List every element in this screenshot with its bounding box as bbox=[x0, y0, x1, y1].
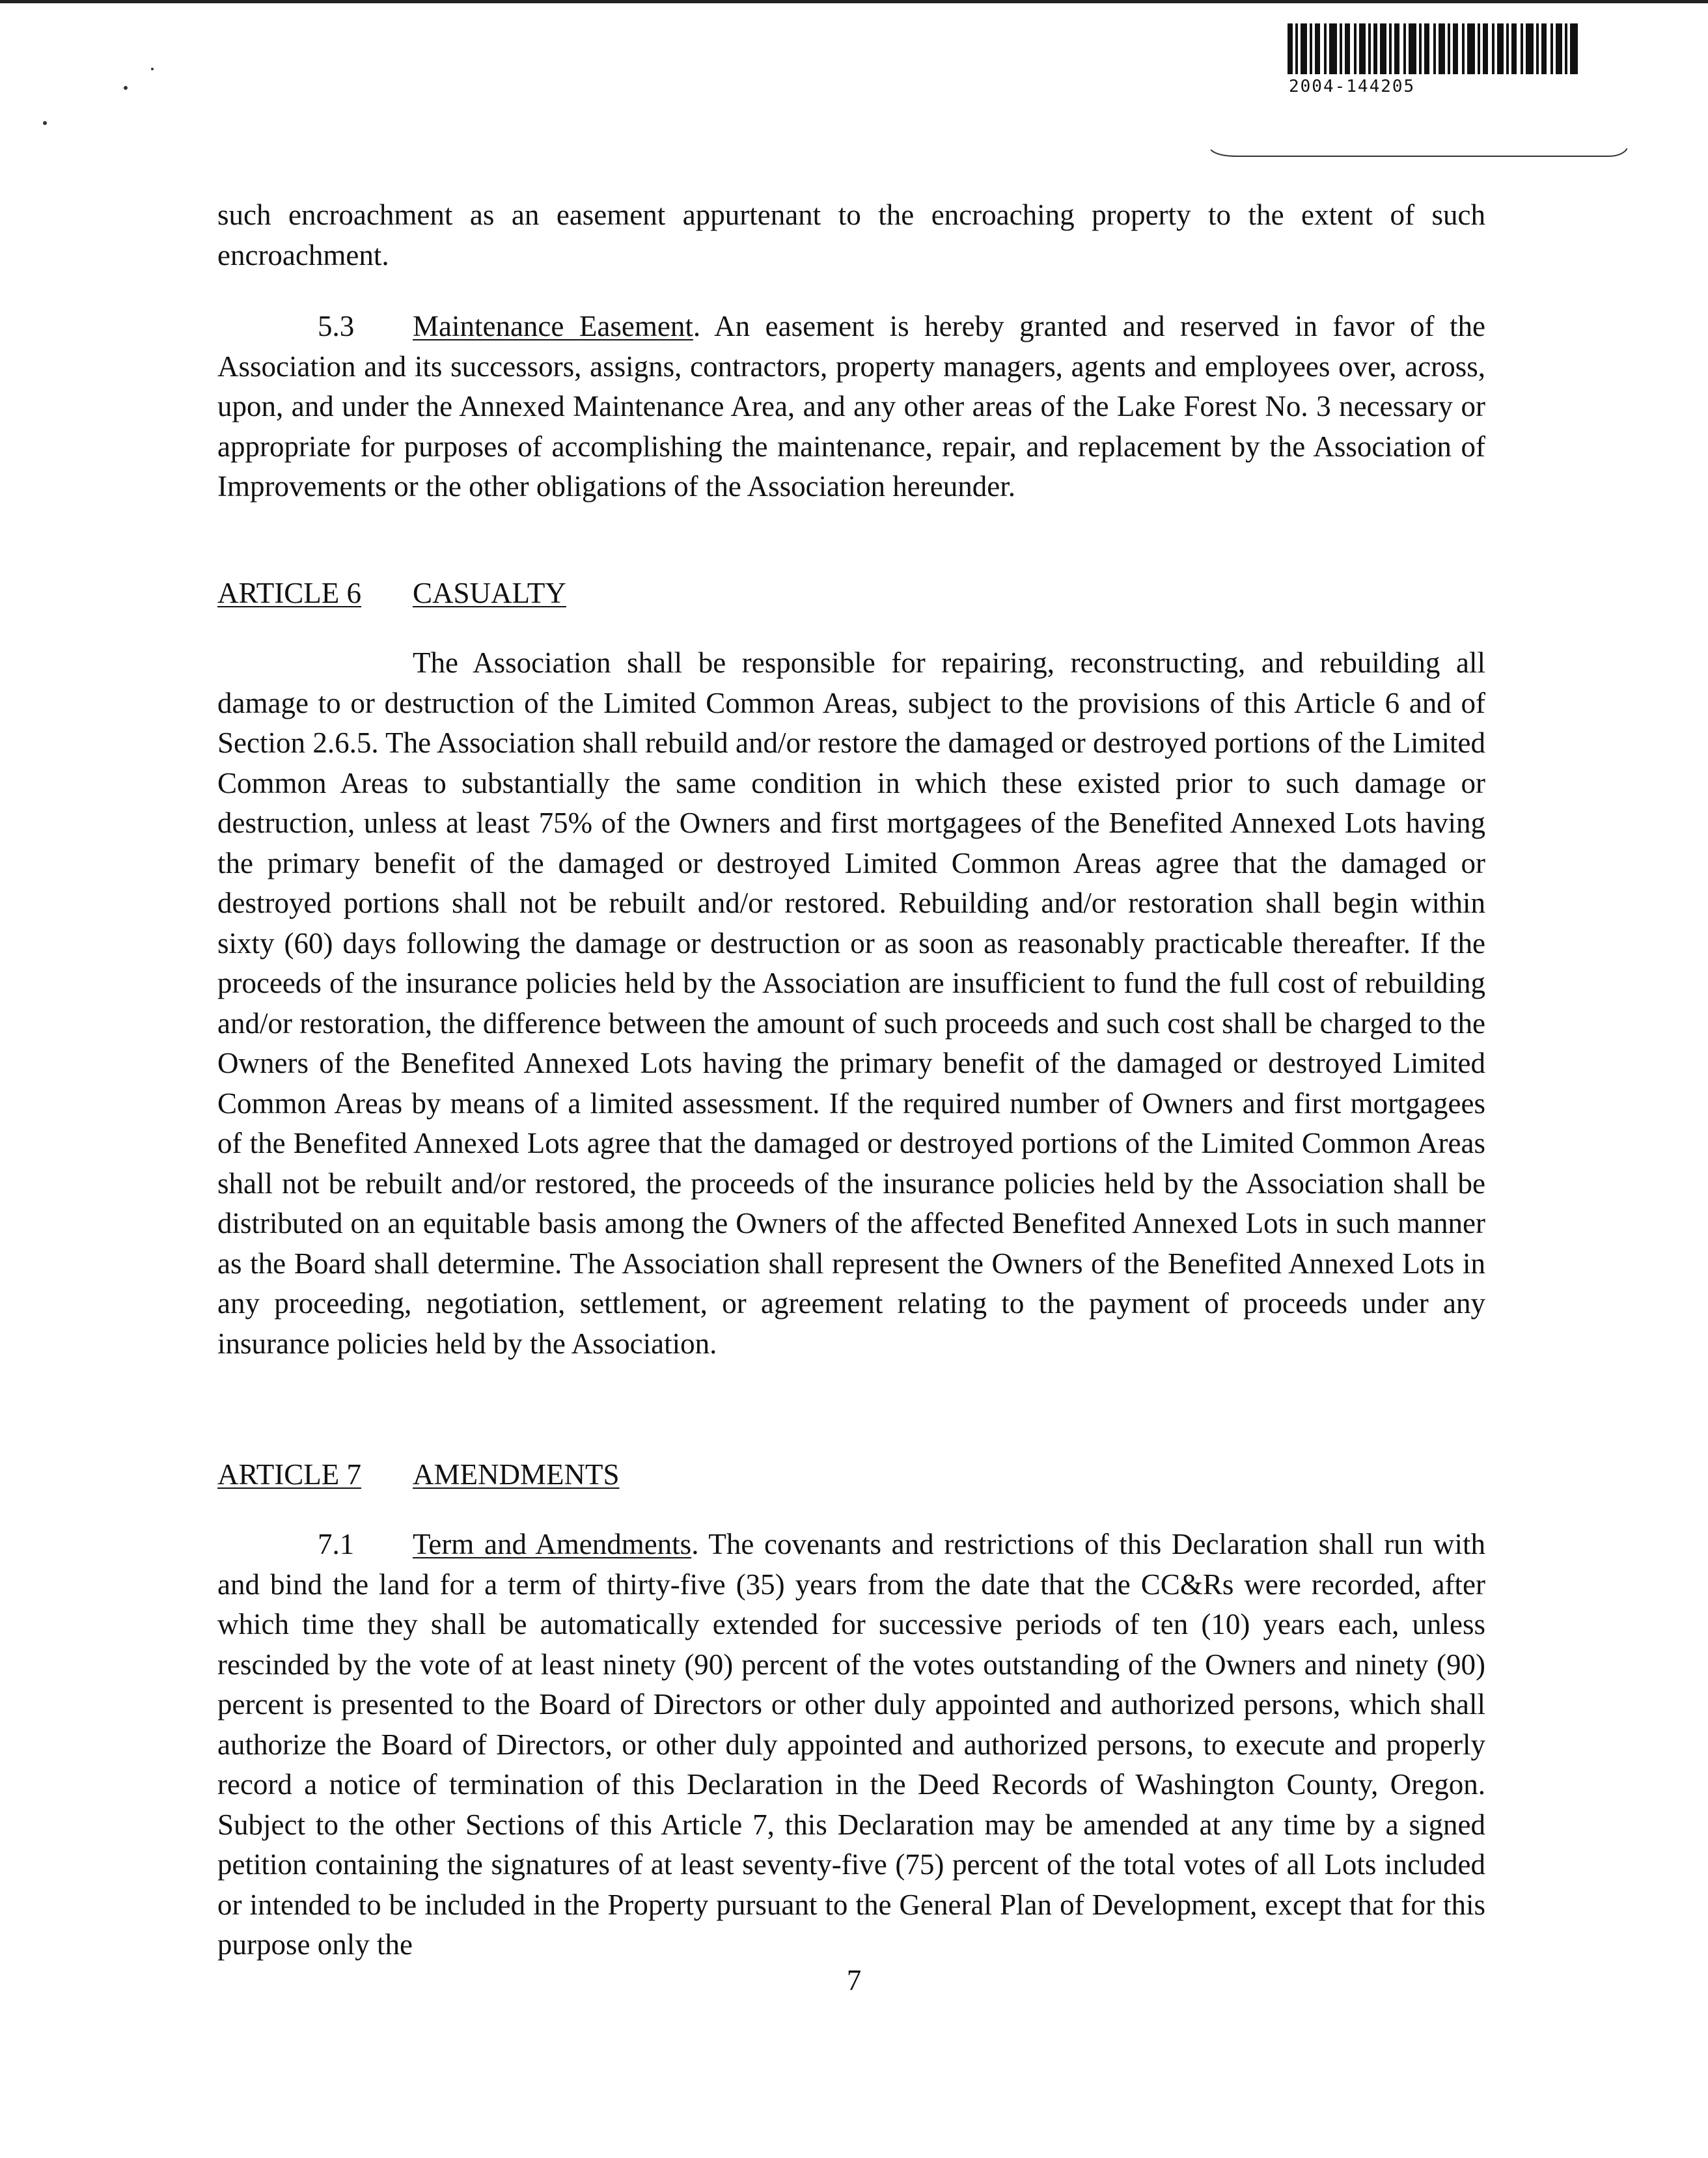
section-body: . An easement is hereby granted and reserved in favor of the Association and its successors, assigns, contractors, property managers, agents and employees over, across, upon, and under the Annexed Maintenance Area, and any other areas of the Lake Forest No. 3 necessary or appropriate for purposes of accomplishing the maintenance, repair, and replacement by the Association of Improvements or the other obligations of the Association hereunder. bbox=[217, 310, 1485, 503]
article-6-body: The Association shall be responsible for repairing, reconstructing, and rebuilding all damage to or destruction of the Limited Common Areas, subject to the provisions of this Article 6 and of Section 2.6.5. The Association shall rebuild and/or restore the damaged or destroyed portions of the Limited Common Areas to substantially the same condition in which these existed prior to such damage or destruction, unless at least 75% of the Owners and first mortgagees of the Benefited Annexed Lots having the primary benefit of the damaged or destroyed Limited Common Areas agree that the damaged or destroyed portions shall not be rebuilt and/or restored. Rebuilding and/or restoration shall begin within sixty (60) days following the damage or destruction or as soon as reasonably practicable thereafter. If the proceeds of the insurance policies held by the Association are insufficient to fund the full cost of rebuilding and/or restoration, the difference between the amount of such proceeds and such cost shall be charged to the Owners of the Benefited Annexed Lots having the primary benefit of the damaged or destroyed Limited Common Areas by means of a limited assessment. If the required number of Owners and first mortgagees of the Benefited Annexed Lots agree that the damaged or destroyed portions of the Limited Common Areas shall not be rebuilt and/or restored, the proceeds of the insurance policies held by the Association shall be distributed on an equitable basis among the Owners of the affected Benefited Annexed Lots in such manner as the Board shall determine. The Association shall represent the Owners of the Benefited Annexed Lots in any proceeding, negotiation, settlement, or agreement relating to the payment of proceeds under any insurance policies held by the Association. bbox=[217, 646, 1485, 1360]
section-number: 5.3 bbox=[318, 310, 355, 342]
section-body: . The covenants and restrictions of this Declaration shall run with and bind the land for a term of thirty-five (35) years from the date that the CC&Rs were recorded, after which time they shall be automatically extended for successive periods of ten (10) years each, unless rescinded by the vote of at least ninety (90) percent of the votes outstanding of the Owners and ninety (90) percent is presented to the Board of Directors or other duly appointed and authorized persons, which shall authorize the Board of Directors, or other duly appointed and authorized persons, to execute and properly record a notice of termination of this Declaration in the Deed Records of Washington County, Oregon. Subject to the other Sections of this Article 7, this Declaration may be amended at any time by a signed petition containing the signatures of at least seventy-five (75) percent of the total votes of all Lots included or intended to be included in the Property pursuant to the General Plan of Development, except that for this purpose only the bbox=[217, 1528, 1485, 1961]
section-7-1-paragraph bbox=[217, 1525, 1485, 1965]
section-title: Maintenance Easement bbox=[413, 310, 693, 342]
article-7-heading bbox=[217, 1455, 620, 1495]
scan-speck bbox=[151, 68, 154, 70]
continuation-paragraph bbox=[217, 195, 1485, 275]
article-6-heading bbox=[217, 574, 566, 614]
article-6-paragraph bbox=[217, 643, 1485, 1364]
article-title: AMENDMENTS bbox=[413, 1458, 620, 1491]
section-5-3-paragraph bbox=[217, 307, 1485, 507]
article-label: ARTICLE 7 bbox=[217, 1458, 362, 1491]
scan-speck bbox=[124, 86, 128, 90]
article-label: ARTICLE 6 bbox=[217, 577, 362, 609]
article-title: CASUALTY bbox=[413, 577, 566, 609]
scan-top-border bbox=[0, 0, 1708, 3]
scan-stamp-edge bbox=[1211, 147, 1627, 159]
barcode-number: 2004-144205 bbox=[1289, 77, 1416, 96]
scan-speck bbox=[43, 121, 47, 125]
recording-barcode bbox=[1288, 23, 1578, 74]
section-number: 7.1 bbox=[318, 1528, 355, 1560]
section-title: Term and Amendments bbox=[413, 1528, 692, 1560]
continuation-text: such encroachment as an easement appurtenant to the encroaching property to the extent of such encroachment. bbox=[217, 199, 1485, 271]
page-number: 7 bbox=[846, 1964, 862, 1997]
